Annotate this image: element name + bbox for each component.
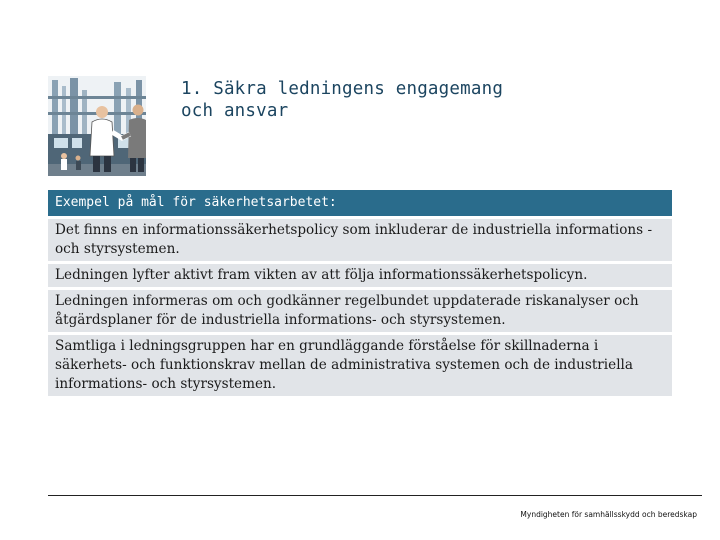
slide-title-line-1: 1. Säkra ledningens engagemang <box>181 79 504 99</box>
goals-table-row: Samtliga i ledningsgruppen har en grundläggande förståelse för skillnaderna i säkerhets- och funktionskrav mellan de administrativa systemen och de industriella informations- och styrsystemen. <box>48 335 672 396</box>
goals-table <box>48 190 672 396</box>
slide-title-line-2: och ansvar <box>181 101 289 121</box>
industrial-handshake-illustration <box>48 76 146 176</box>
footer-organization: Myndigheten för samhällsskydd och beredskap <box>520 510 697 519</box>
goals-table-row: Ledningen informeras om och godkänner regelbundet uppdaterade riskanalyser och åtgärdsplaner för de industriella informations- och styrsystemen. <box>48 290 672 332</box>
footer-divider <box>48 495 702 496</box>
goals-table-header: Exempel på mål för säkerhetsarbetet: <box>48 190 672 216</box>
goals-table-row: Ledningen lyfter aktivt fram vikten av att följa informationssäkerhetspolicyn. <box>48 264 672 287</box>
slide-title <box>181 78 503 122</box>
goals-table-row: Det finns en informationssäkerhetspolicy som inkluderar de industriella informations -och styrsystemen. <box>48 219 672 261</box>
